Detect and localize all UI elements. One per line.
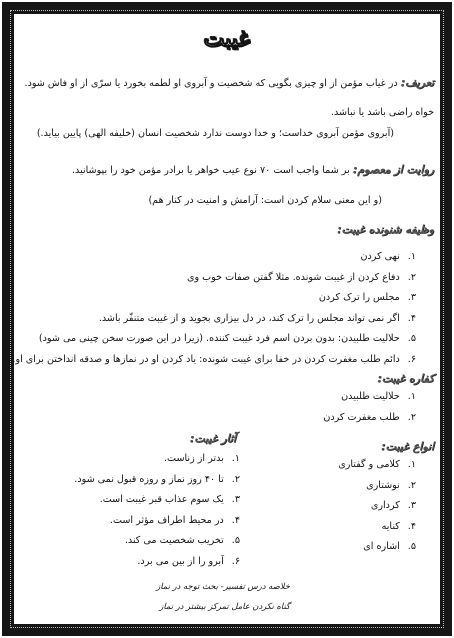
list-item	[137, 556, 240, 567]
list-item-text: کرداری	[370, 500, 400, 511]
list-item	[74, 474, 240, 485]
list-item	[39, 333, 416, 344]
list-item-number: ۱.	[231, 453, 240, 464]
list-item-text: طلب مغفرت کردن	[323, 411, 400, 423]
list-item-text: نوشتاری	[366, 479, 400, 491]
list-item-number: ۲.	[407, 479, 416, 491]
list-item-number: ۳.	[231, 494, 240, 505]
list-item-number: ۴.	[231, 514, 240, 526]
list-item-text: کنایه	[381, 520, 400, 532]
duties-heading: وظیفه شنونده غیبت:	[337, 223, 434, 236]
list-item-number: ۵.	[407, 333, 416, 344]
footer-line-2: گناه نکردن عامل تمرکز بیشتر در نماز	[159, 601, 290, 611]
list-item-number: ۵.	[407, 541, 416, 552]
definition-text: در غیاب مؤمن از او چیزی بگویی که شخصیت و آبروی او لطمه بخورد یا سرّی از او فاش شود.	[24, 78, 401, 89]
list-item-text: یک سوم عذاب قبر غیبت است.	[99, 494, 224, 505]
list-item	[12, 354, 416, 365]
list-item-text: در محیط اطراف مؤثر است.	[109, 514, 224, 526]
list-item-text: دائم طلب مغفرت کردن در خفا برای غیبت شونده: یاد کردن او در نمازها و صدقه انداختن برای او.	[12, 353, 400, 365]
list-item-text: آبرو را از بین می برد.	[137, 555, 224, 567]
definition-line	[25, 76, 434, 89]
list-item-number: ۴.	[407, 520, 416, 532]
list-item-text: اگر نمی تواند مجلس را ترک کند، در دل بیزاری بجوید و از غیبت متنفّر باشد.	[98, 312, 400, 324]
list-item	[360, 251, 416, 262]
list-item	[125, 535, 240, 546]
footer-line-1: خلاصه درس تفسیر- بحث توجه در نماز	[156, 581, 290, 591]
list-item-number: ۲.	[407, 411, 416, 423]
narration-text: بر شما واجب است ۷۰ نوع عیب خواهر یا برادر مؤمن خود را بپوشانید.	[71, 165, 353, 176]
list-item	[382, 521, 416, 532]
list-item-number: ۴.	[407, 312, 416, 324]
narration-heading: روایت از معصوم:	[352, 163, 434, 176]
list-item-number: ۳.	[407, 500, 416, 511]
narration-note: (و این معنی سلام کردن است: آرامش و امنیت در کنار هم)	[148, 195, 382, 206]
list-item	[319, 292, 416, 303]
list-item-number: ۳.	[407, 292, 416, 303]
list-item-text: حلالیت طلبیدن: بدون بردن اسم فرد غیبت کننده. (زیرا در این صورت سخن چینی می شود)	[38, 333, 400, 344]
list-item	[366, 480, 416, 491]
list-item	[164, 453, 240, 464]
list-item	[187, 272, 416, 283]
list-item-text: نهی کردن	[360, 251, 400, 262]
list-item-text: کلامی و گفتاری	[338, 459, 400, 470]
list-item	[341, 391, 416, 402]
list-item	[100, 494, 240, 505]
list-item-text: اشاره ای	[363, 541, 400, 552]
list-item-text: تخریب شخصیت می کند.	[124, 535, 224, 546]
types-heading: انواع غیبت:	[381, 440, 434, 453]
list-item-number: ۶.	[407, 353, 416, 365]
list-item-text: بدتر از زناست.	[163, 453, 224, 464]
list-item-text: حلالیت طلبیدن	[341, 391, 400, 402]
list-item-number: ۶.	[231, 555, 240, 567]
list-item-number: ۲.	[407, 271, 416, 283]
document-page	[12, 16, 438, 622]
page-title: غیبت	[203, 26, 251, 52]
list-item-number: ۵.	[231, 535, 240, 546]
list-item-number: ۱.	[407, 391, 416, 402]
list-item	[110, 515, 240, 526]
list-item	[323, 412, 416, 423]
definition-continuation: خواه راضی باشد یا نباشد.	[330, 107, 434, 118]
list-item-text: تا ۴۰ روز نماز و روزه قبول نمی شود.	[74, 473, 224, 485]
list-item-number: ۲.	[231, 473, 240, 485]
list-item-number: ۱.	[407, 459, 416, 470]
atonement-heading: کفاره غیبت:	[377, 372, 434, 385]
list-item	[99, 313, 416, 324]
list-item	[371, 500, 416, 511]
list-item	[338, 459, 416, 470]
list-item-text: دفاع کردن از غیبت شونده. مثلا گفتن صفات خوب وی	[186, 271, 400, 283]
list-item	[363, 541, 416, 552]
definition-note: (آبروی مؤمن آبروی خداست؛ و خدا دوست ندارد شخصیت انسان (خلیفه الهی) پایین بیاید.)	[36, 128, 394, 139]
list-item-text: مجلس را ترک کردن	[318, 292, 400, 303]
list-item-number: ۱.	[407, 251, 416, 262]
narration-line	[72, 163, 434, 176]
definition-heading: تعریف:	[400, 76, 434, 89]
effects-heading: آثار غیبت:	[189, 432, 236, 445]
